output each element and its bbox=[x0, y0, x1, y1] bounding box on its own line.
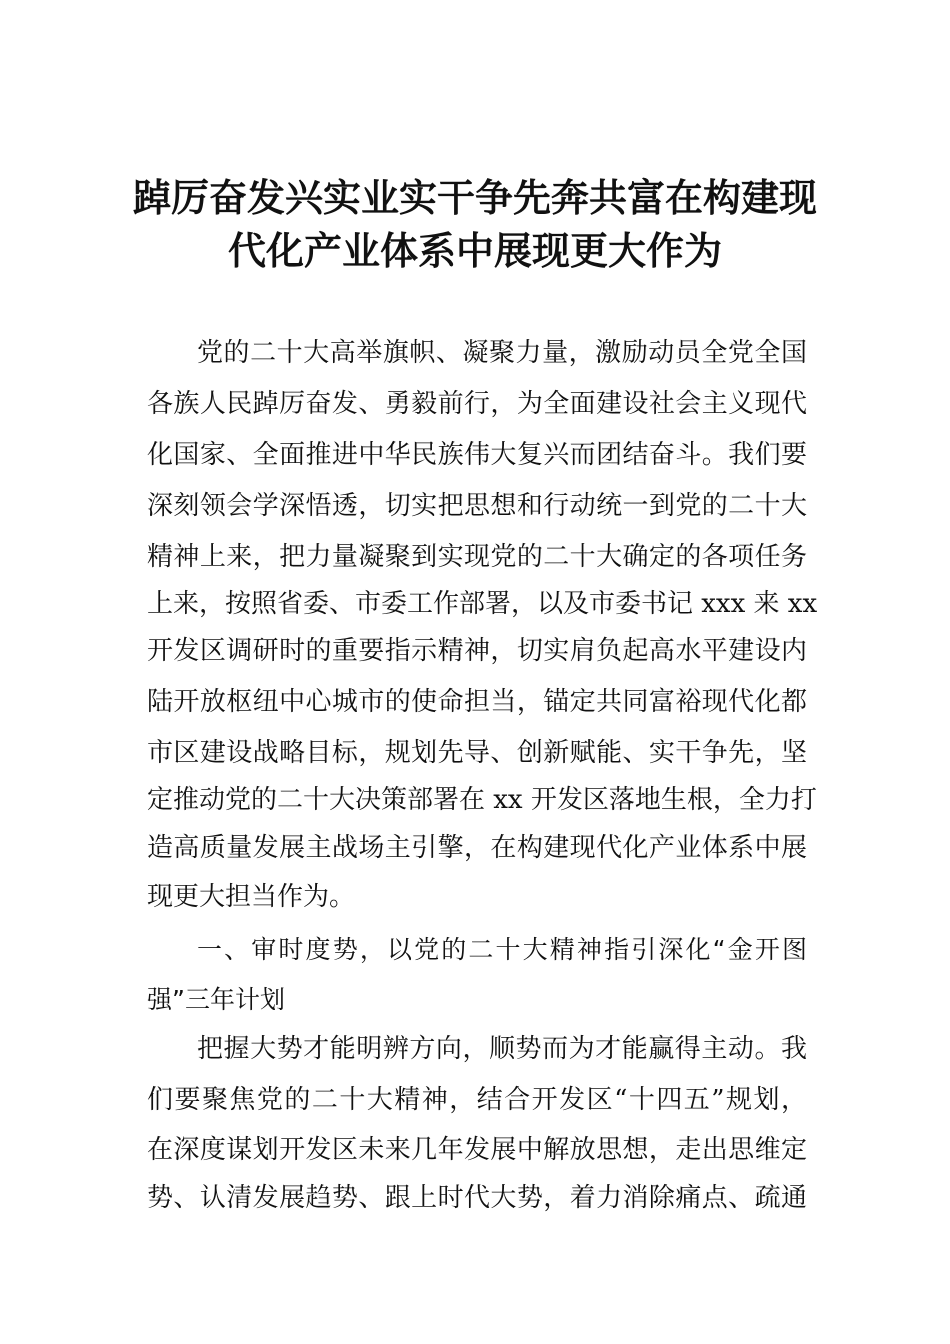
paragraph-1-line-12: 现更大担当作为。 bbox=[147, 882, 356, 912]
paragraph-2-line-1: 把握大势才能明辨方向，顺势而为才能赢得主动。我 bbox=[197, 1034, 807, 1064]
paragraph-1-line-2: 各族人民踔厉奋发、勇毅前行，为全面建设社会主义现代 bbox=[147, 389, 807, 419]
document-title-line-2: 代化产业体系中展现更大作为 bbox=[227, 228, 722, 273]
paragraph-1-line-5: 精神上来，把力量凝聚到实现党的二十大确定的各项任务 bbox=[147, 542, 807, 572]
section-heading-1-line-2: 强”三年计划 bbox=[147, 985, 285, 1014]
section-heading-1-line-1: 一、审时度势，以党的二十大精神指引深化“金开图 bbox=[197, 935, 807, 964]
paragraph-1-line-10: 定推动党的二十大决策部署在 xx 开发区落地生根，全力打 bbox=[147, 785, 817, 815]
paragraph-1-line-1: 党的二十大高举旗帜、凝聚力量，激励动员全党全国 bbox=[197, 338, 807, 368]
paragraph-1-line-8: 陆开放枢纽中心城市的使命担当，锚定共同富裕现代化都 bbox=[147, 687, 807, 717]
paragraph-1-line-11: 造高质量发展主战场主引擎，在构建现代化产业体系中展 bbox=[147, 833, 807, 863]
paragraph-1-line-6: 上来，按照省委、市委工作部署，以及市委书记 xxx 来 xx bbox=[147, 589, 818, 619]
paragraph-1-line-3: 化国家、全面推进中华民族伟大复兴而团结奋斗。我们要 bbox=[147, 440, 807, 470]
paragraph-2-line-3: 在深度谋划开发区未来几年发展中解放思想，走出思维定 bbox=[147, 1135, 807, 1165]
paragraph-1-line-4: 深刻领会学深悟透，切实把思想和行动统一到党的二十大 bbox=[147, 491, 807, 521]
paragraph-2-line-2: 们要聚焦党的二十大精神，结合开发区“十四五”规划， bbox=[147, 1085, 807, 1115]
paragraph-1-line-9: 市区建设战略目标，规划先导、创新赋能、实干争先，坚 bbox=[147, 738, 807, 768]
paragraph-2-line-4: 势、认清发展趋势、跟上时代大势，着力消除痛点、疏通 bbox=[147, 1183, 807, 1213]
document-title-line-1: 踔厉奋发兴实业实干争先奔共富在构建现 bbox=[132, 175, 817, 220]
paragraph-1-line-7: 开发区调研时的重要指示精神，切实肩负起高水平建设内 bbox=[147, 636, 807, 666]
